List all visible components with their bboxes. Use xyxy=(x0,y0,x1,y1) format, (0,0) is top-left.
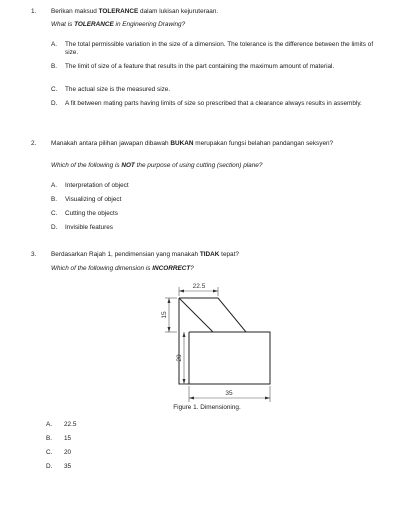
q3-english-text: Which of the following dimension is INCORRECT? xyxy=(51,265,194,272)
dim-label-bottom: 35 xyxy=(225,390,233,397)
q1-number: 1. xyxy=(31,8,37,15)
q2-number: 2. xyxy=(31,140,37,147)
q3-malay-text: Berdasarkan Rajah 1, pendimensian yang manakah TIDAK tepat? xyxy=(51,251,239,258)
q3-number: 3. xyxy=(31,251,37,258)
dim-label-top: 22.5 xyxy=(192,283,206,290)
object-outline xyxy=(179,298,270,384)
q2-english-text: Which of the following is NOT the purpose of using cutting (section) plane? xyxy=(51,162,263,169)
q2-malay-text: Manakah antara pilihan jawapan dibawah BUKAN merupakan fungsi belahan pandangan seksyen? xyxy=(51,140,334,147)
q1-english-text: What is TOLERANCE in Engineering Drawing? xyxy=(51,21,186,28)
q1-malay-text: Berikan maksud TOLERANCE dalam lukisan kejuruteraan. xyxy=(51,8,219,15)
figure-caption: Figure 1. Dimensioning. xyxy=(173,404,241,411)
dim-label-left-lower: 20 xyxy=(176,354,183,362)
object-edge-diagonal xyxy=(179,298,213,332)
dim-label-left-upper: 15 xyxy=(161,311,168,319)
